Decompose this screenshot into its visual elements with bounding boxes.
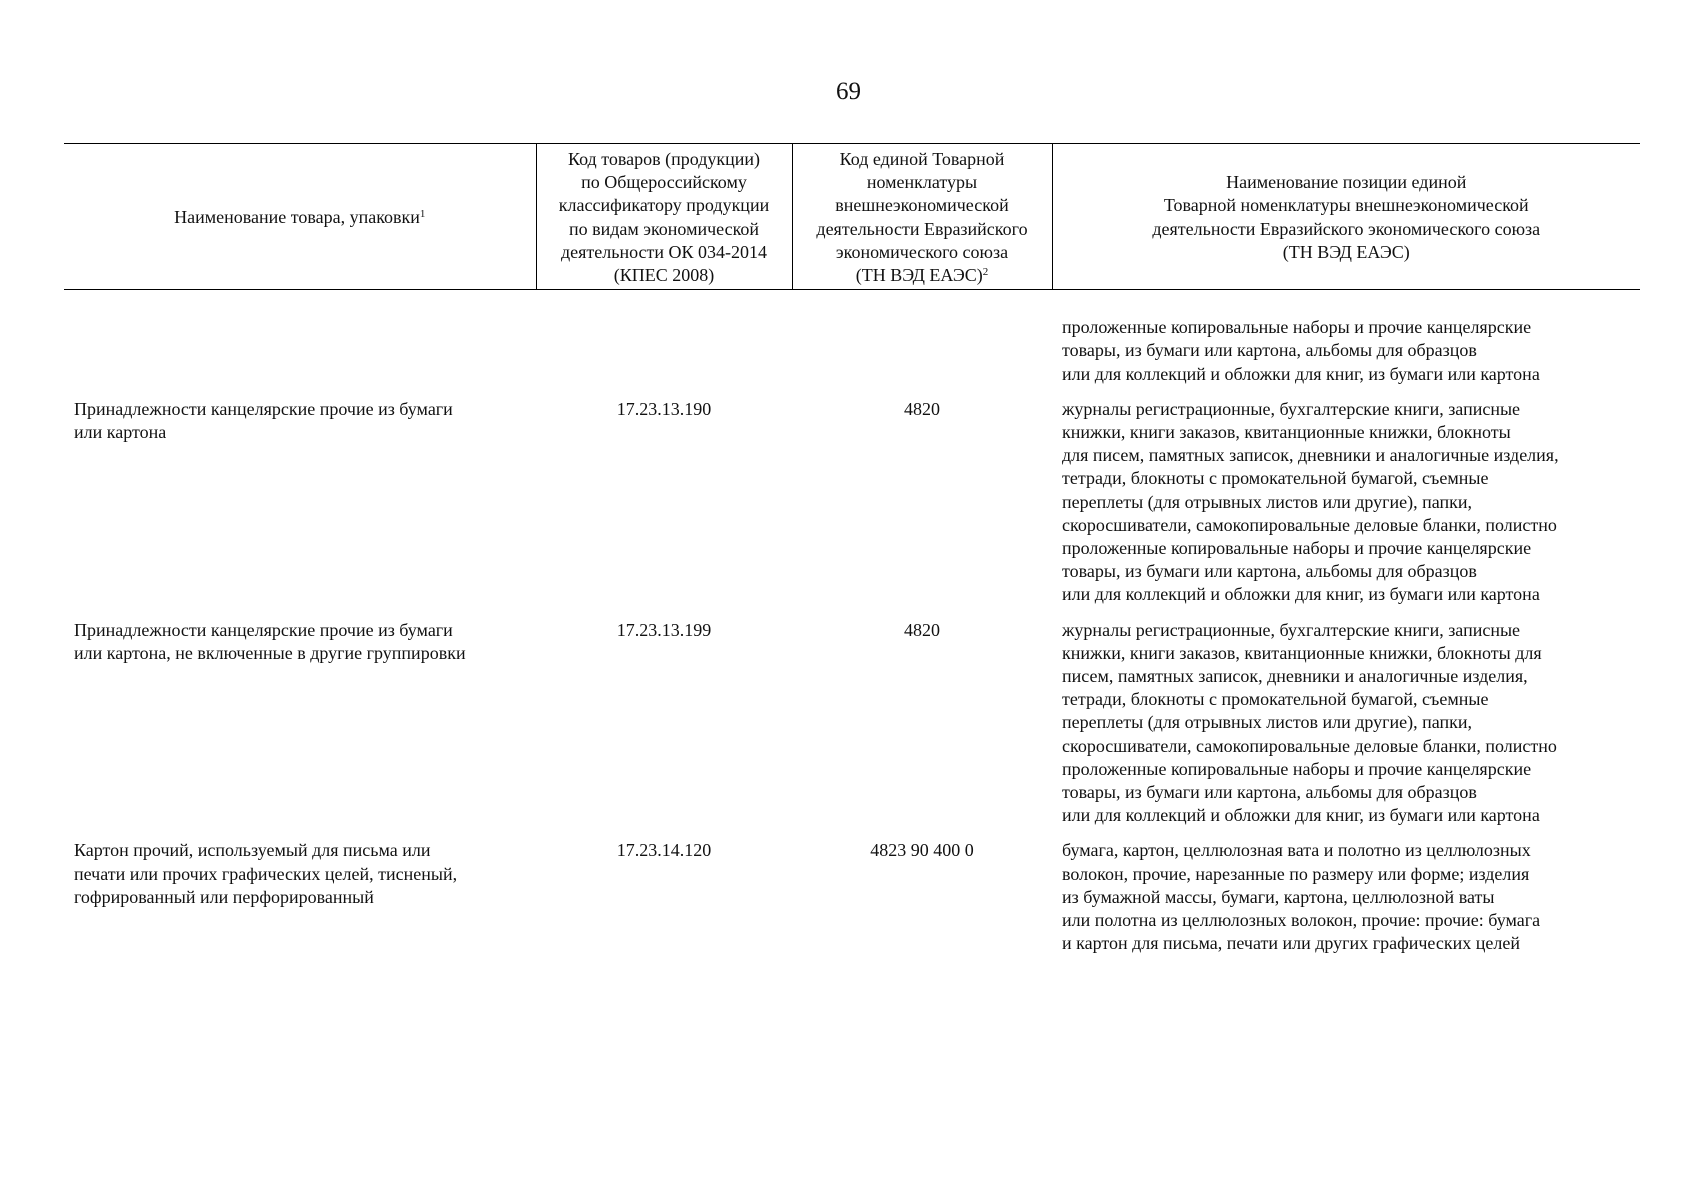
footnote-mark-2: 2 [982, 266, 989, 279]
table-row [64, 827, 1640, 955]
description-line: товары, из бумаги или картона, альбомы для образцов [1062, 782, 1477, 803]
table-header-row [64, 144, 1640, 290]
description-line: бумага, картон, целлюлозная вата и полотно из целлюлозных [1062, 840, 1531, 861]
goods-name-line: Принадлежности канцелярские прочие из бумаги [74, 619, 453, 640]
header-line: Код товаров (продукции) [567, 149, 761, 169]
header-line [797, 264, 1048, 287]
header-line: (КПЕС 2008) [613, 265, 715, 286]
header-line: деятельности Евразийского экономического союза [1152, 218, 1541, 239]
description-line: или для коллекций и обложки для книг, из бумаги или картона [1062, 584, 1540, 605]
description-line: проложенные копировальные наборы и прочие канцелярские [1062, 317, 1532, 338]
cell-tnved-code [792, 290, 1052, 386]
description-line: товары, из бумаги или картона, альбомы для образцов [1062, 340, 1477, 361]
page-number: 69 [836, 78, 861, 105]
cell-okpd-code: 17.23.13.199 [616, 619, 712, 640]
cell-description [1052, 607, 1640, 828]
cell-goods-name [64, 290, 536, 386]
header-line: экономического союза [835, 241, 1009, 262]
goods-name-line: Принадлежности канцелярские прочие из бумаги [74, 398, 453, 419]
description-line: и картон для письма, печати или других графических целей [1062, 933, 1520, 954]
description-line: переплеты (для отрывных листов или другие), папки, [1062, 712, 1473, 733]
header-line: (ТН ВЭД ЕАЭС) [1282, 241, 1410, 262]
header-line-text: (ТН ВЭД ЕАЭС) [855, 265, 983, 286]
cell-description [1052, 827, 1640, 955]
description-line: скоросшиватели, самокопировальные деловые бланки, полистно [1062, 735, 1557, 756]
description-line: волокон, прочие, нарезанные по размеру или форме; изделия [1062, 863, 1530, 884]
description-line: книжки, книги заказов, квитанционные книжки, блокноты [1062, 422, 1511, 443]
description-line: для писем, памятных записок, дневники и аналогичные изделия, [1062, 445, 1559, 466]
cell-goods-name [64, 607, 536, 828]
description-line: проложенные копировальные наборы и прочие канцелярские [1062, 758, 1532, 779]
cell-tnved-code: 4823 90 400 0 [870, 840, 974, 861]
header-line: деятельности ОК 034-2014 [560, 241, 768, 262]
header-okpd-code [536, 144, 792, 290]
description-line: тетради, блокноты с промокательной бумагой, съемные [1062, 689, 1489, 710]
description-line: писем, памятных записок, дневники и аналогичные изделия, [1062, 666, 1528, 687]
cell-tnved-code: 4820 [904, 398, 940, 419]
header-line: Код единой Товарной [839, 149, 1005, 169]
description-line: книжки, книги заказов, квитанционные книжки, блокноты для [1062, 642, 1542, 663]
header-line: Товарной номенклатуры внешнеэкономической [1163, 195, 1529, 216]
goods-name-line: или картона [74, 422, 167, 443]
header-line: по видам экономической [568, 218, 760, 239]
cell-description [1052, 290, 1640, 386]
cell-description [1052, 386, 1640, 607]
description-line: из бумажной массы, бумаги, картона, целлюлозной ваты [1062, 886, 1495, 907]
header-line: Наименование позиции единой [1226, 172, 1467, 193]
header-line: номенклатуры [866, 172, 978, 193]
description-line: или полотна из целлюлозных волокон, прочие: прочие: бумага [1062, 910, 1541, 931]
goods-table [64, 143, 1640, 956]
cell-okpd-code: 17.23.14.120 [616, 840, 712, 861]
header-line: по Общероссийскому [581, 172, 747, 193]
header-tnved-code [792, 144, 1052, 290]
cell-tnved-code: 4820 [904, 619, 940, 640]
header-line: классификатору продукции [558, 195, 770, 216]
description-line: товары, из бумаги или картона, альбомы для образцов [1062, 561, 1477, 582]
cell-goods-name [64, 386, 536, 607]
header-goods-name [64, 144, 536, 290]
description-line: или для коллекций и обложки для книг, из бумаги или картона [1062, 805, 1540, 826]
cell-okpd-code [536, 290, 792, 386]
goods-name-line: Картон прочий, используемый для письма или [74, 840, 431, 861]
footnote-mark-1: 1 [419, 208, 426, 220]
description-line: скоросшиватели, самокопировальные деловые бланки, полистно [1062, 514, 1557, 535]
cell-okpd-code: 17.23.13.190 [616, 398, 712, 419]
goods-name-line: гофрированный или перфорированный [74, 886, 374, 907]
header-tnved-position-name [1052, 144, 1640, 290]
header-line: деятельности Евразийского [816, 218, 1028, 239]
header-line: внешнеэкономической [835, 195, 1009, 216]
table-row [64, 607, 1640, 828]
header-goods-name-text: Наименование товара, упаковки [174, 207, 420, 227]
table-row [64, 386, 1640, 607]
description-line: тетради, блокноты с промокательной бумагой, съемные [1062, 468, 1489, 489]
description-line: проложенные копировальные наборы и прочие канцелярские [1062, 538, 1532, 559]
table-row-continuation [64, 290, 1640, 386]
description-line: журналы регистрационные, бухгалтерские книги, записные [1062, 619, 1521, 640]
description-line: или для коллекций и обложки для книг, из бумаги или картона [1062, 363, 1540, 384]
description-line: журналы регистрационные, бухгалтерские книги, записные [1062, 398, 1521, 419]
goods-name-line: или картона, не включенные в другие группировки [74, 642, 466, 663]
description-line: переплеты (для отрывных листов или другие), папки, [1062, 491, 1473, 512]
cell-goods-name [64, 827, 536, 955]
goods-name-line: печати или прочих графических целей, тисненый, [74, 863, 458, 884]
